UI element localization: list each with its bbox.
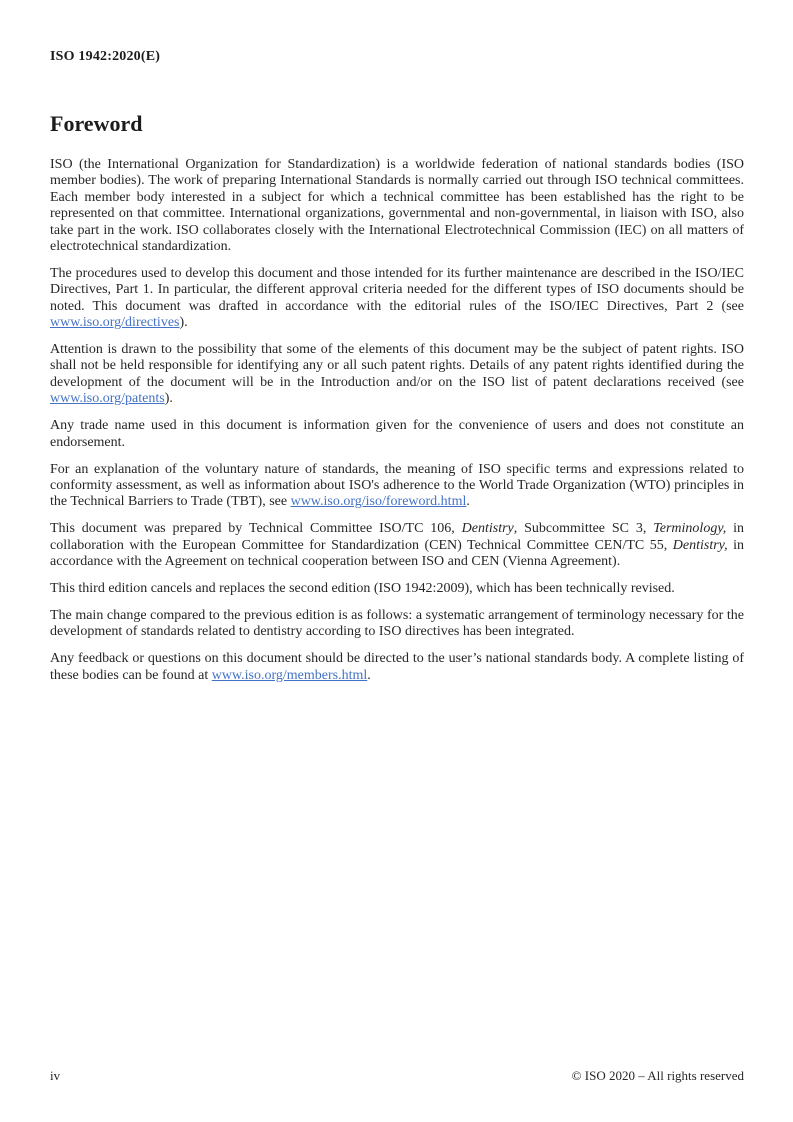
text-run: in accordance with the Agreement on technical cooperation between ISO and CEN (Vienna Agreement). (50, 537, 745, 570)
italic-text: Terminology, (653, 521, 727, 537)
hyperlink[interactable]: www.iso.org/patents (50, 391, 165, 407)
italic-text: Dentistry, (672, 537, 728, 553)
foreword-body (50, 157, 744, 684)
text-run: ISO (the International Organization for Standardization) is a worldwide federation of national standards bodies (ISO member bodies). The work of preparing International Standards is normally carried out through ISO technical committees. Each member body interested in a subject for which a technical committee has been established has the right to be represented on that committee. International organizations, governmental and non-governmental, in liaison with ISO, also take part in the work. ISO collaborates closely with the International Electrotechnical Commission (IEC) on all matters of electrotechnical standardization. (50, 157, 744, 255)
copyright-notice: © ISO 2020 – All rights reserved (571, 1068, 744, 1083)
paragraph-feedback (50, 651, 744, 684)
text-run: , Subcommittee SC 3, (513, 521, 654, 537)
text-run: The procedures used to develop this document and those intended for its further maintenance are described in the ISO/IEC Directives, Part 1. In particular, the different approval criteria needed for the different types of ISO documents should be noted. This document was drafted in accordance with the editorial rules of the ISO/IEC Directives, Part 2 (see (50, 265, 744, 314)
paragraph-procedures (50, 266, 744, 332)
text-run: This third edition cancels and replaces the second edition (ISO 1942:2009), which has been technically revised. (50, 580, 675, 596)
text-run: Any feedback or questions on this document should be directed to the user’s national standards body. A complete listing of these bodies can be found at (50, 651, 744, 683)
paragraph-main-change (50, 608, 744, 641)
text-run: in collaboration with the European Committee for Standardization (CEN) Technical Committee CEN/TC 55, (50, 521, 745, 553)
text-run: . (466, 494, 470, 510)
italic-text: Dentistry (461, 521, 514, 537)
paragraph-patent-rights (50, 342, 744, 408)
text-run: ). (164, 391, 173, 407)
paragraph-third-edition (50, 581, 744, 597)
page-title: Foreword (50, 111, 143, 136)
page-number: iv (50, 1068, 61, 1083)
text-run: Any trade name used in this document is information given for the convenience of users and does not constitute an endorsement. (50, 418, 744, 450)
text-run: . (367, 667, 371, 683)
document-reference: ISO 1942:2020(E) (50, 49, 161, 64)
paragraph-trade-name (50, 418, 744, 451)
hyperlink[interactable]: www.iso.org/members.html (211, 667, 368, 683)
text-run: For an explanation of the voluntary nature of standards, the meaning of ISO specific terms and expressions related to conformity assessment, as well as information about ISO's adherence to the World Trade Organization (WTO) principles in the Technical Barriers to Trade (TBT), see (50, 461, 744, 510)
paragraph-wto (50, 462, 744, 511)
hyperlink[interactable]: www.iso.org/iso/foreword.html (290, 494, 467, 510)
text-run: The main change compared to the previous edition is as follows: a systematic arrangement of terminology necessary for the development of standards related to dentistry according to ISO directives has been integrated. (50, 607, 744, 640)
text-run: Attention is drawn to the possibility that some of the elements of this document may be the subject of patent rights. ISO shall not be held responsible for identifying any or all such patent rights. Details of any patent rights identified during the development of the document will be in the Introduction and/or on the ISO list of patent declarations received (see (50, 342, 744, 390)
page-footer (50, 1068, 744, 1084)
hyperlink[interactable]: www.iso.org/directives (50, 315, 180, 331)
text-run: This document was prepared by Technical Committee ISO/TC 106, (50, 521, 462, 537)
text-run: ). (179, 315, 188, 331)
paragraph-committee (50, 521, 744, 570)
paragraph-iso-federation (50, 157, 744, 255)
